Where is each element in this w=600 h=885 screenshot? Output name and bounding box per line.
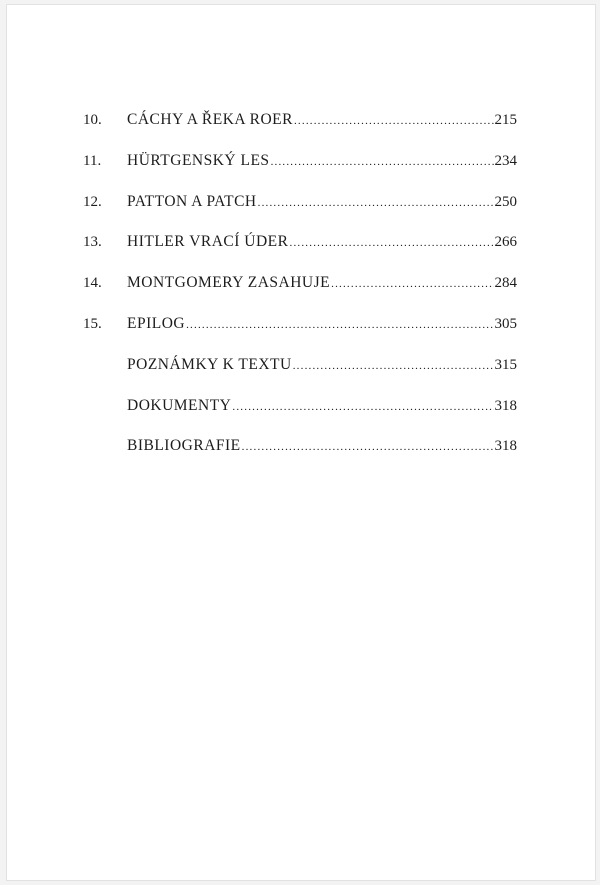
entry-title: BIBLIOGRAFIE — [127, 437, 241, 455]
dot-leader — [242, 441, 494, 453]
entry-number: 15. — [83, 315, 102, 332]
entry-page-number: 318 — [494, 397, 517, 414]
entry-page-number: 266 — [494, 234, 517, 251]
toc-entry — [83, 356, 517, 397]
dot-leader — [271, 156, 494, 168]
toc-entry — [83, 397, 517, 438]
entry-title: DOKUMENTY — [127, 396, 232, 414]
entry-title: MONTGOMERY ZASAHUJE — [127, 274, 331, 292]
entry-number: 12. — [83, 193, 102, 210]
entry-page-number: 318 — [494, 438, 517, 455]
dot-leader — [290, 237, 494, 249]
entry-title: CÁCHY A ŘEKA ROER — [127, 111, 293, 128]
dot-leader — [294, 115, 494, 127]
toc-entry — [83, 233, 517, 274]
entry-page-number: 234 — [494, 152, 517, 169]
entry-title: HITLER VRACÍ ÚDER — [127, 233, 289, 251]
dot-leader — [331, 278, 493, 290]
toc-entry — [83, 111, 517, 152]
entry-number: 14. — [83, 275, 102, 292]
entry-page-number: 305 — [494, 315, 517, 332]
entry-title: PATTON A PATCH — [127, 192, 257, 210]
toc-entry — [83, 315, 517, 356]
book-page — [6, 4, 596, 881]
entry-page-number: 215 — [494, 112, 517, 128]
toc-entry — [83, 152, 517, 193]
dot-leader — [293, 360, 494, 372]
entry-number: 11. — [83, 152, 102, 169]
entry-title: POZNÁMKY K TEXTU — [127, 355, 292, 373]
entry-page-number: 284 — [494, 275, 517, 292]
toc-entry — [83, 437, 517, 478]
entry-page-number: 250 — [494, 193, 517, 210]
table-of-contents — [83, 111, 517, 478]
toc-entry — [83, 274, 517, 315]
entry-number: 10. — [83, 112, 102, 128]
dot-leader — [186, 319, 493, 331]
entry-number: 13. — [83, 234, 102, 251]
entry-title: EPILOG — [127, 314, 186, 332]
dot-leader — [258, 197, 494, 209]
entry-page-number: 315 — [494, 356, 517, 373]
entry-title: HÜRTGENSKÝ LES — [127, 151, 270, 169]
toc-entry — [83, 193, 517, 234]
dot-leader — [232, 401, 493, 413]
